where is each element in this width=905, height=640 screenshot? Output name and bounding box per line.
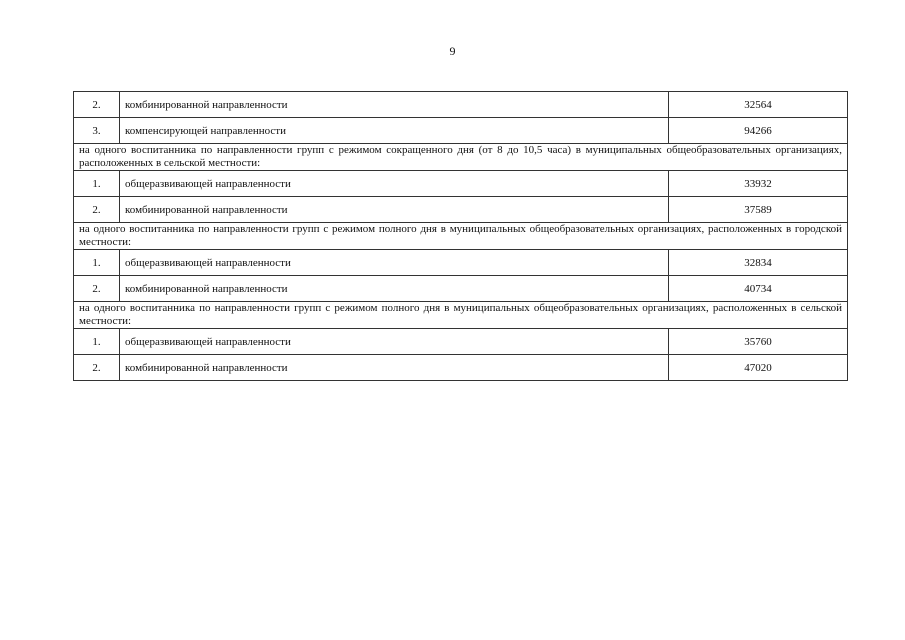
section-row bbox=[74, 302, 848, 329]
row-value: 40734 bbox=[669, 276, 848, 302]
cost-table bbox=[73, 91, 848, 381]
table-row bbox=[74, 92, 848, 118]
row-number: 1. bbox=[74, 329, 120, 355]
row-value: 32834 bbox=[669, 250, 848, 276]
section-row bbox=[74, 223, 848, 250]
row-name: компенсирующей направленности bbox=[120, 118, 669, 144]
row-name: комбинированной направленности bbox=[120, 276, 669, 302]
row-number: 2. bbox=[74, 92, 120, 118]
row-name: комбинированной направленности bbox=[120, 355, 669, 381]
table-row bbox=[74, 355, 848, 381]
row-name: общеразвивающей направленности bbox=[120, 250, 669, 276]
table-row bbox=[74, 197, 848, 223]
table-row bbox=[74, 329, 848, 355]
page-number: 9 bbox=[449, 44, 456, 58]
section-row bbox=[74, 144, 848, 171]
row-value: 33932 bbox=[669, 171, 848, 197]
row-value: 47020 bbox=[669, 355, 848, 381]
row-name: комбинированной направленности bbox=[120, 197, 669, 223]
section-heading: на одного воспитанника по направленности групп с режимом сокращенного дня (от 8 до 10,5 часа) в муниципальных общеобразовательных организациях, расположенных в сельской местности: bbox=[74, 144, 848, 171]
table-row bbox=[74, 171, 848, 197]
row-number: 2. bbox=[74, 355, 120, 381]
row-name: общеразвивающей направленности bbox=[120, 329, 669, 355]
row-name: общеразвивающей направленности bbox=[120, 171, 669, 197]
row-value: 32564 bbox=[669, 92, 848, 118]
row-number: 3. bbox=[74, 118, 120, 144]
section-heading: на одного воспитанника по направленности групп с режимом полного дня в муниципальных общеобразовательных организациях, расположенных в городской местности: bbox=[74, 223, 848, 250]
row-value: 37589 bbox=[669, 197, 848, 223]
row-name: комбинированной направленности bbox=[120, 92, 669, 118]
row-number: 1. bbox=[74, 171, 120, 197]
row-number: 1. bbox=[74, 250, 120, 276]
row-number: 2. bbox=[74, 197, 120, 223]
table-row bbox=[74, 276, 848, 302]
table-row bbox=[74, 250, 848, 276]
row-value: 94266 bbox=[669, 118, 848, 144]
section-heading: на одного воспитанника по направленности групп с режимом полного дня в муниципальных общеобразовательных организациях, расположенных в сельской местности: bbox=[74, 302, 848, 329]
row-value: 35760 bbox=[669, 329, 848, 355]
row-number: 2. bbox=[74, 276, 120, 302]
table-row bbox=[74, 118, 848, 144]
